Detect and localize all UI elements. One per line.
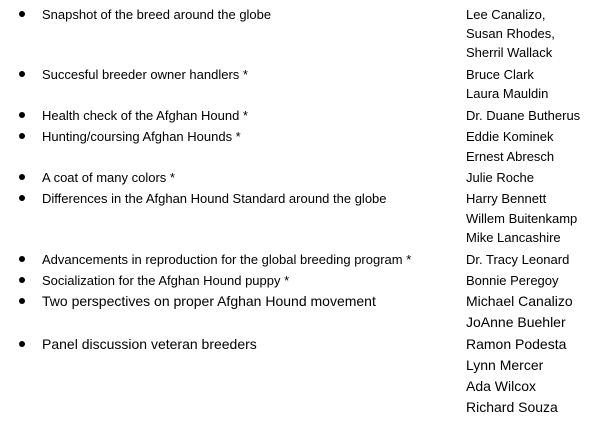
speaker-name: Eddie Kominek <box>466 129 554 144</box>
speaker-name: JoAnne Buehler <box>466 314 566 330</box>
bullet-icon <box>19 256 25 262</box>
bullet-icon <box>19 174 25 180</box>
bullet-icon <box>19 133 25 139</box>
topic-text: Snapshot of the breed around the globe <box>42 7 272 22</box>
speaker-name: Julie Roche <box>466 170 534 185</box>
bullet-icon <box>19 195 25 201</box>
bullet-icon <box>19 71 25 77</box>
speaker-name: Dr. Tracy Leonard <box>466 252 570 267</box>
speaker-name: Ernest Abresch <box>466 149 555 164</box>
topic-text: Hunting/coursing Afghan Hounds * <box>42 129 241 144</box>
speaker-name: Sherril Wallack <box>466 45 553 60</box>
topic-text: Differences in the Afghan Hound Standard around the globe <box>42 191 387 206</box>
speaker-name: Lynn Mercer <box>466 357 544 373</box>
bullet-icon <box>19 277 25 283</box>
speaker-name: Laura Mauldin <box>466 86 549 101</box>
bullet-icon <box>19 298 25 304</box>
speaker-name: Bruce Clark <box>466 67 534 82</box>
topic-text: Two perspectives on proper Afghan Hound movement <box>42 293 376 309</box>
speaker-name: Richard Souza <box>466 399 558 415</box>
speaker-name: Dr. Duane Butherus <box>466 108 581 123</box>
speaker-name: Ada Wilcox <box>466 378 537 394</box>
speaker-name: Susan Rhodes, <box>466 26 555 41</box>
speaker-name: Lee Canalizo, <box>466 7 546 22</box>
speaker-name: Willem Buitenkamp <box>466 211 578 226</box>
topic-text: Advancements in reproduction for the global breeding program * <box>42 252 412 267</box>
topic-text: A coat of many colors * <box>42 170 175 185</box>
speaker-name: Bonnie Peregoy <box>466 273 559 288</box>
speaker-name: Mike Lancashire <box>466 230 561 245</box>
bullet-icon <box>19 11 25 17</box>
topic-text: Succesful breeder owner handlers * <box>42 67 248 82</box>
speaker-name: Harry Bennett <box>466 191 547 206</box>
topic-text: Health check of the Afghan Hound * <box>42 108 248 123</box>
speaker-name: Michael Canalizo <box>466 293 573 309</box>
bullet-icon <box>19 112 25 118</box>
bullet-icon <box>19 341 25 347</box>
topic-text: Socialization for the Afghan Hound puppy * <box>42 273 290 288</box>
topic-text: Panel discussion veteran breeders <box>42 336 257 352</box>
speaker-name: Ramon Podesta <box>466 336 567 352</box>
